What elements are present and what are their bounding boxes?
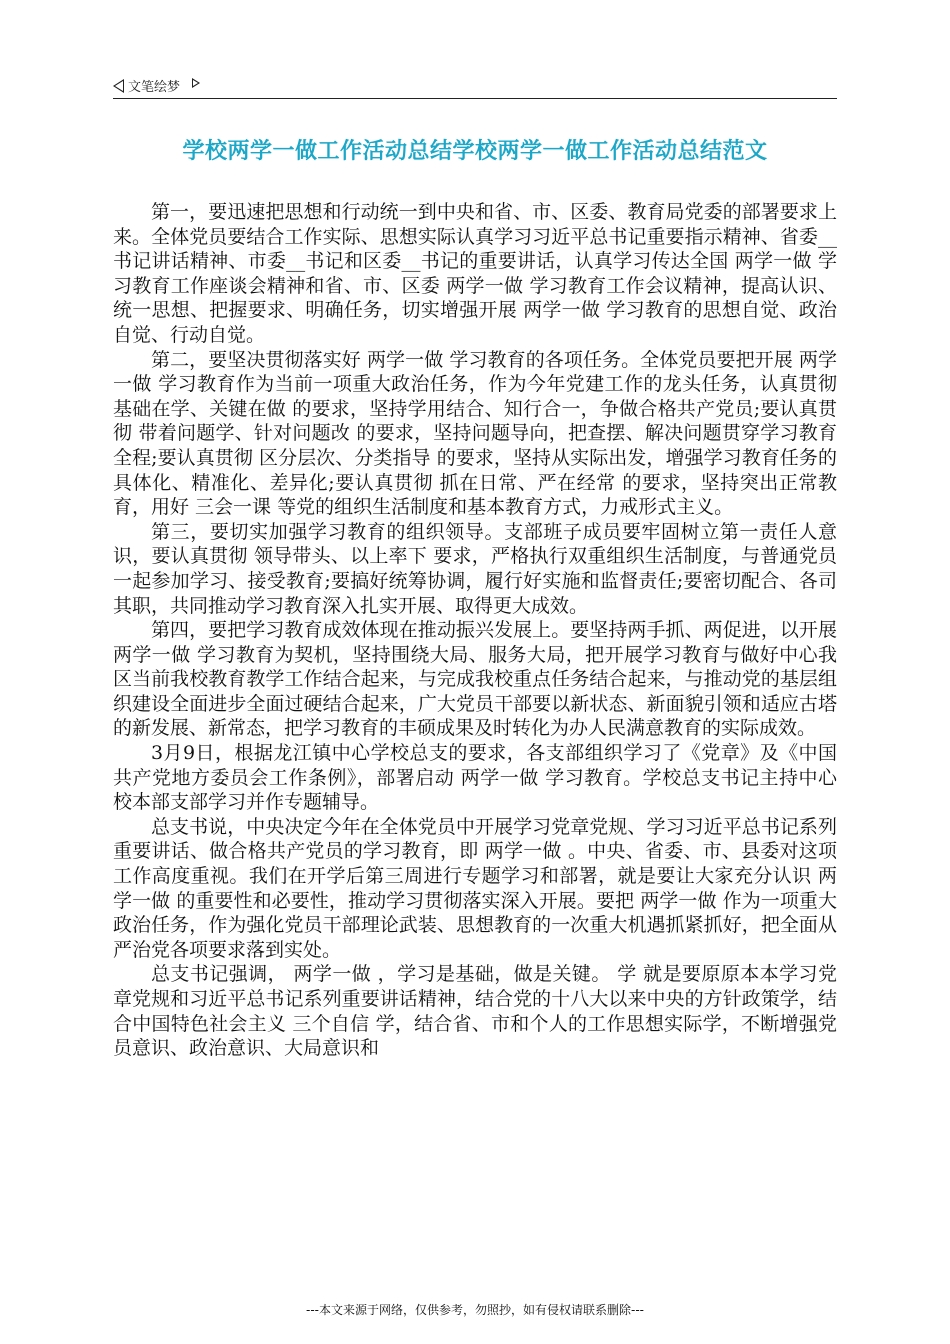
header-brand-group	[113, 76, 200, 95]
paragraph: 3月9日，根据龙江镇中心学校总支的要求，各支部组织学习了《党章》及《中国共产党地方委员会工作条例》，部署启动 两学一做 学习教育。学校总支书记主持中心校本部支部学习并作专题辅导。	[113, 742, 837, 814]
page-header	[113, 74, 837, 99]
paragraph: 第二，要坚决贯彻落实好 两学一做 学习教育的各项任务。全体党员要把开展 两学一做 学习教育作为当前一项重大政治任务，作为今年党建工作的龙头任务，认真贯彻 基础在学、关键在做 的要求，坚持学用结合、知行合一，争做合格共产党员;要认真贯彻 带着问题学、针对问题改 的要求，坚持问题导向，把查摆、解决问题贯穿学习教育全程;要认真贯彻 区分层次、分类指导 的要求，坚持从实际出发，增强学习教育任务的具体化、精准化、差异化;要认真贯彻 抓在日常、严在经常 的要求，坚持突出正常教育，用好 三会一课 等党的组织生活制度和基本教育方式，力戒形式主义。	[113, 348, 837, 519]
paragraph: 第一，要迅速把思想和行动统一到中央和省、市、区委、教育局党委的部署要求上来。全体党员要结合工作实际、思想实际认真学习习近平总书记重要指示精神、省委__书记讲话精神、市委__书记和区委__书记的重要讲话，认真学习传达全国 两学一做 学习教育工作座谈会精神和省、市、区委 两学一做 学习教育工作会议精神，提高认识、统一思想、把握要求、明确任务，切实增强开展 两学一做 学习教育的思想自觉、政治自觉、行动自觉。	[113, 201, 837, 346]
page-footer: ---本文来源于网络，仅供参考，勿照抄，如有侵权请联系删除---	[306, 1303, 644, 1317]
paragraph: 总支书记强调， 两学一做 ，学习是基础，做是关键。 学 就是要原原本本学习党章党规和习近平总书记系列重要讲话精神，结合党的十八大以来中央的方针政策学，结合中国特色社会主义 三个自信 学，结合省、市和个人的工作思想实际学，不断增强党员意识、政治意识、大局意识和	[113, 963, 837, 1060]
paragraph: 第四，要把学习教育成效体现在推动振兴发展上。要坚持两手抓、两促进，以开展 两学一做 学习教育为契机，坚持围绕大局、服务大局，把开展学习教育与做好中心我区当前我校教育教学工作结合起来，与完成我校重点任务结合起来，与推动党的基层组织建设全面进步全面过硬结合起来，广大党员干部要以新状态、新面貌引领和适应古塔的新发展、新常态，把学习教育的丰硕成果及时转化为办人民满意教育的实际成效。	[113, 619, 837, 740]
document-body	[113, 200, 837, 1061]
triangle-left-icon	[113, 79, 124, 93]
header-brand: 文笔绘梦	[128, 80, 181, 95]
paragraph: 第三，要切实加强学习教育的组织领导。支部班子成员要牢固树立第一责任人意识，要认真贯彻 领导带头、以上率下 要求，严格执行双重组织生活制度，与普通党员一起参加学习、接受教育;要搞好统筹协调，履行好实施和监督责任;要密切配合、各司其职，共同推动学习教育深入扎实开展、取得更大成效。	[113, 520, 837, 617]
paragraph: 总支书说，中央决定今年在全体党员中开展学习党章党规、学习习近平总书记系列重要讲话、做合格共产党员的学习教育，即 两学一做 。中央、省委、市、县委对这项工作高度重视。我们在开学后第三周进行专题学习和部署，就是要让大家充分认识 两学一做 的重要性和必要性，推动学习贯彻落实深入开展。要把 两学一做 作为一项重大政治任务，作为强化党员干部理论武装、思想教育的一次重大机遇抓紧抓好，把全面从严治党各项要求落到实处。	[113, 815, 837, 961]
triangle-right-icon	[192, 78, 200, 88]
document-title: 学校两学一做工作活动总结学校两学一做工作活动总结范文	[182, 139, 768, 164]
